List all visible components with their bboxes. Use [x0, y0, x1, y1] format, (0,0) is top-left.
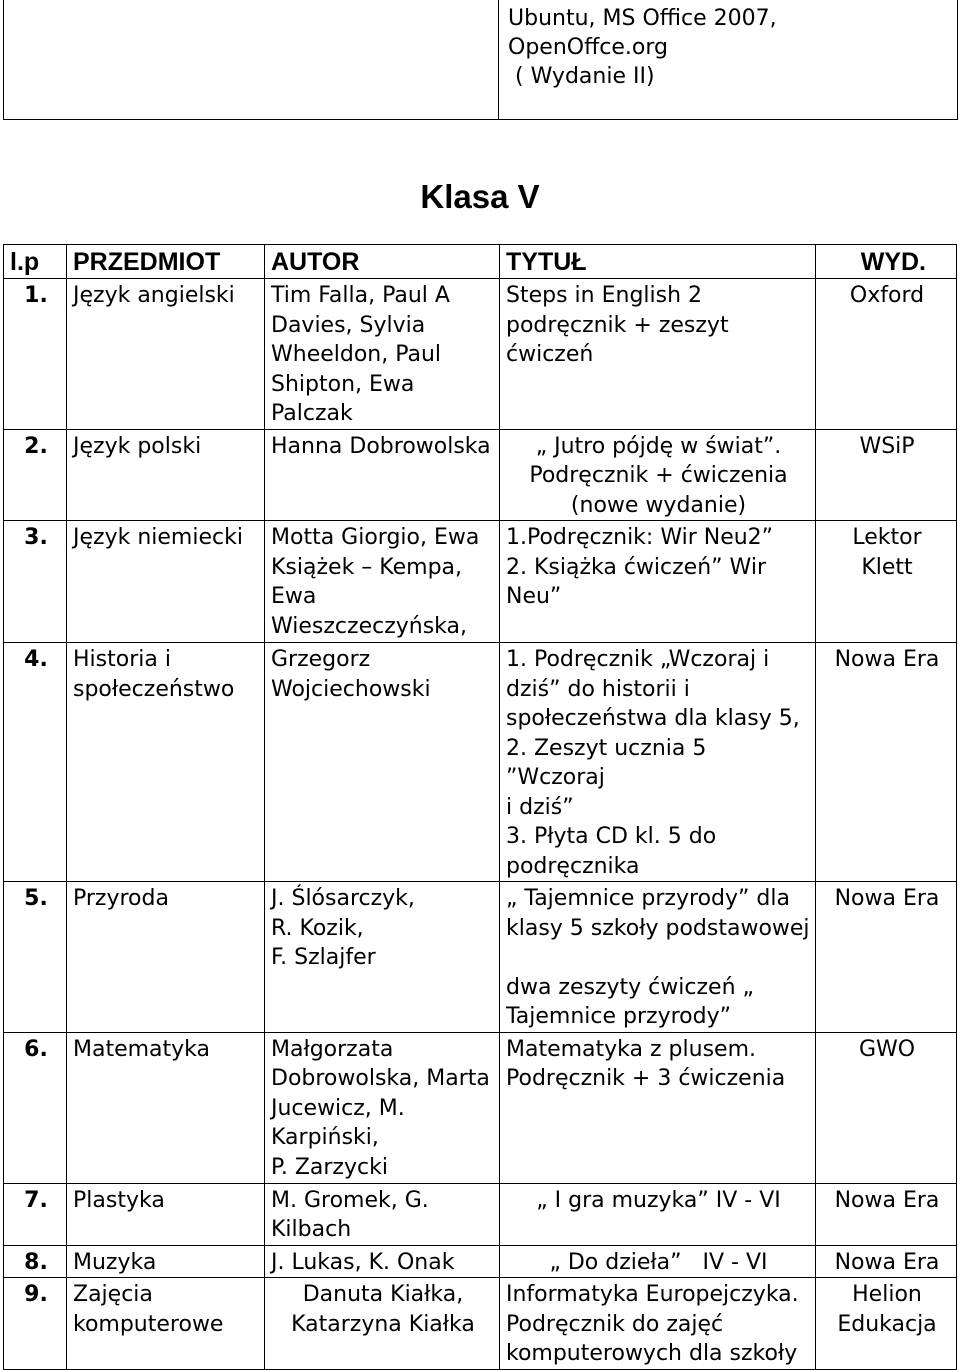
class-title: Klasa V — [420, 178, 540, 215]
header-author: AUTOR — [265, 245, 500, 279]
row-author: M. Gromek, G. Kilbach — [265, 1183, 500, 1245]
table-header-row — [4, 245, 957, 279]
row-author: J. Lukas, K. Onak — [265, 1245, 500, 1278]
row-author: Hanna Dobrowolska — [265, 429, 500, 521]
row-author: Motta Giorgio, Ewa Książek – Kempa, Ewa Wieszczeczyńska, — [265, 521, 500, 643]
row-publisher: WSiP — [816, 429, 957, 521]
row-title: Informatyka Europejczyka. Podręcznik do zajęć komputerowych dla szkoły — [500, 1278, 816, 1370]
table-row — [4, 643, 957, 882]
row-title: Matematyka z plusem. Podręcznik + 3 ćwiczenia — [500, 1032, 816, 1183]
row-title: „ Jutro pójdę w świat”. Podręcznik + ćwiczenia (nowe wydanie) — [500, 429, 816, 521]
table-row — [4, 1245, 957, 1278]
row-publisher: Helion Edukacja — [816, 1278, 957, 1370]
row-title: „ Do dzieła” IV - VI — [500, 1245, 816, 1278]
row-publisher: Nowa Era — [816, 1183, 957, 1245]
row-number: 8. — [4, 1245, 67, 1278]
table-row — [4, 521, 957, 643]
table-row — [4, 1278, 957, 1370]
row-subject: Historia i społeczeństwo — [67, 643, 265, 882]
table-row — [4, 279, 957, 430]
header-box — [3, 0, 958, 120]
row-title: 1.Podręcznik: Wir Neu2” 2. Książka ćwiczeń” Wir Neu” — [500, 521, 816, 643]
header-subject: PRZEDMIOT — [67, 245, 265, 279]
header-line: Ubuntu, MS Office 2007, — [508, 6, 777, 31]
table-row — [4, 1183, 957, 1245]
row-title: „ I gra muzyka” IV - VI — [500, 1183, 816, 1245]
row-publisher: Nowa Era — [816, 1245, 957, 1278]
row-number: 9. — [4, 1278, 67, 1370]
row-number: 3. — [4, 521, 67, 643]
table-row — [4, 1032, 957, 1183]
row-title: Steps in English 2 podręcznik + zeszyt ćwiczeń — [500, 279, 816, 430]
header-title: TYTUŁ — [500, 245, 816, 279]
row-author: Danuta Kiałka, Katarzyna Kiałka — [265, 1278, 500, 1370]
header-lp: l.p — [4, 245, 67, 279]
header-publisher: WYD. — [816, 245, 957, 279]
row-number: 7. — [4, 1183, 67, 1245]
row-subject: Muzyka — [67, 1245, 265, 1278]
row-subject: Język polski — [67, 429, 265, 521]
table-row — [4, 882, 957, 1033]
row-number: 4. — [4, 643, 67, 882]
row-subject: Język niemiecki — [67, 521, 265, 643]
row-publisher: GWO — [816, 1032, 957, 1183]
row-number: 1. — [4, 279, 67, 430]
row-subject: Język angielski — [67, 279, 265, 430]
row-subject: Plastyka — [67, 1183, 265, 1245]
header-line: OpenOffce.org — [508, 35, 668, 60]
row-author: Tim Falla, Paul A Davies, Sylvia Wheeldon, Paul Shipton, Ewa Palczak — [265, 279, 500, 430]
row-publisher: Nowa Era — [816, 643, 957, 882]
row-author: J. Ślósarczyk, R. Kozik, F. Szlajfer — [265, 882, 500, 1033]
row-number: 6. — [4, 1032, 67, 1183]
textbook-table — [3, 244, 957, 1370]
row-number: 5. — [4, 882, 67, 1033]
row-publisher: Nowa Era — [816, 882, 957, 1033]
row-title: „ Tajemnice przyrody” dla klasy 5 szkoły podstawowej dwa zeszyty ćwiczeń „ Tajemnice przyrody” — [500, 882, 816, 1033]
row-publisher: Oxford — [816, 279, 957, 430]
row-subject: Zajęcia komputerowe — [67, 1278, 265, 1370]
table-row — [4, 429, 957, 521]
header-box-divider — [498, 0, 499, 119]
row-title: 1. Podręcznik „Wczoraj i dziś” do historii i społeczeństwa dla klasy 5, 2. Zeszyt ucznia 5 ”Wczoraj i dziś” 3. Płyta CD kl. 5 do podręcznika — [500, 643, 816, 882]
row-number: 2. — [4, 429, 67, 521]
header-line: ( Wydanie II) — [508, 64, 655, 89]
row-author: Małgorzata Dobrowolska, Marta Jucewicz, M. Karpiński, P. Zarzycki — [265, 1032, 500, 1183]
row-subject: Matematyka — [67, 1032, 265, 1183]
row-subject: Przyroda — [67, 882, 265, 1033]
row-author: Grzegorz Wojciechowski — [265, 643, 500, 882]
row-publisher: Lektor Klett — [816, 521, 957, 643]
header-box-text — [508, 4, 777, 91]
